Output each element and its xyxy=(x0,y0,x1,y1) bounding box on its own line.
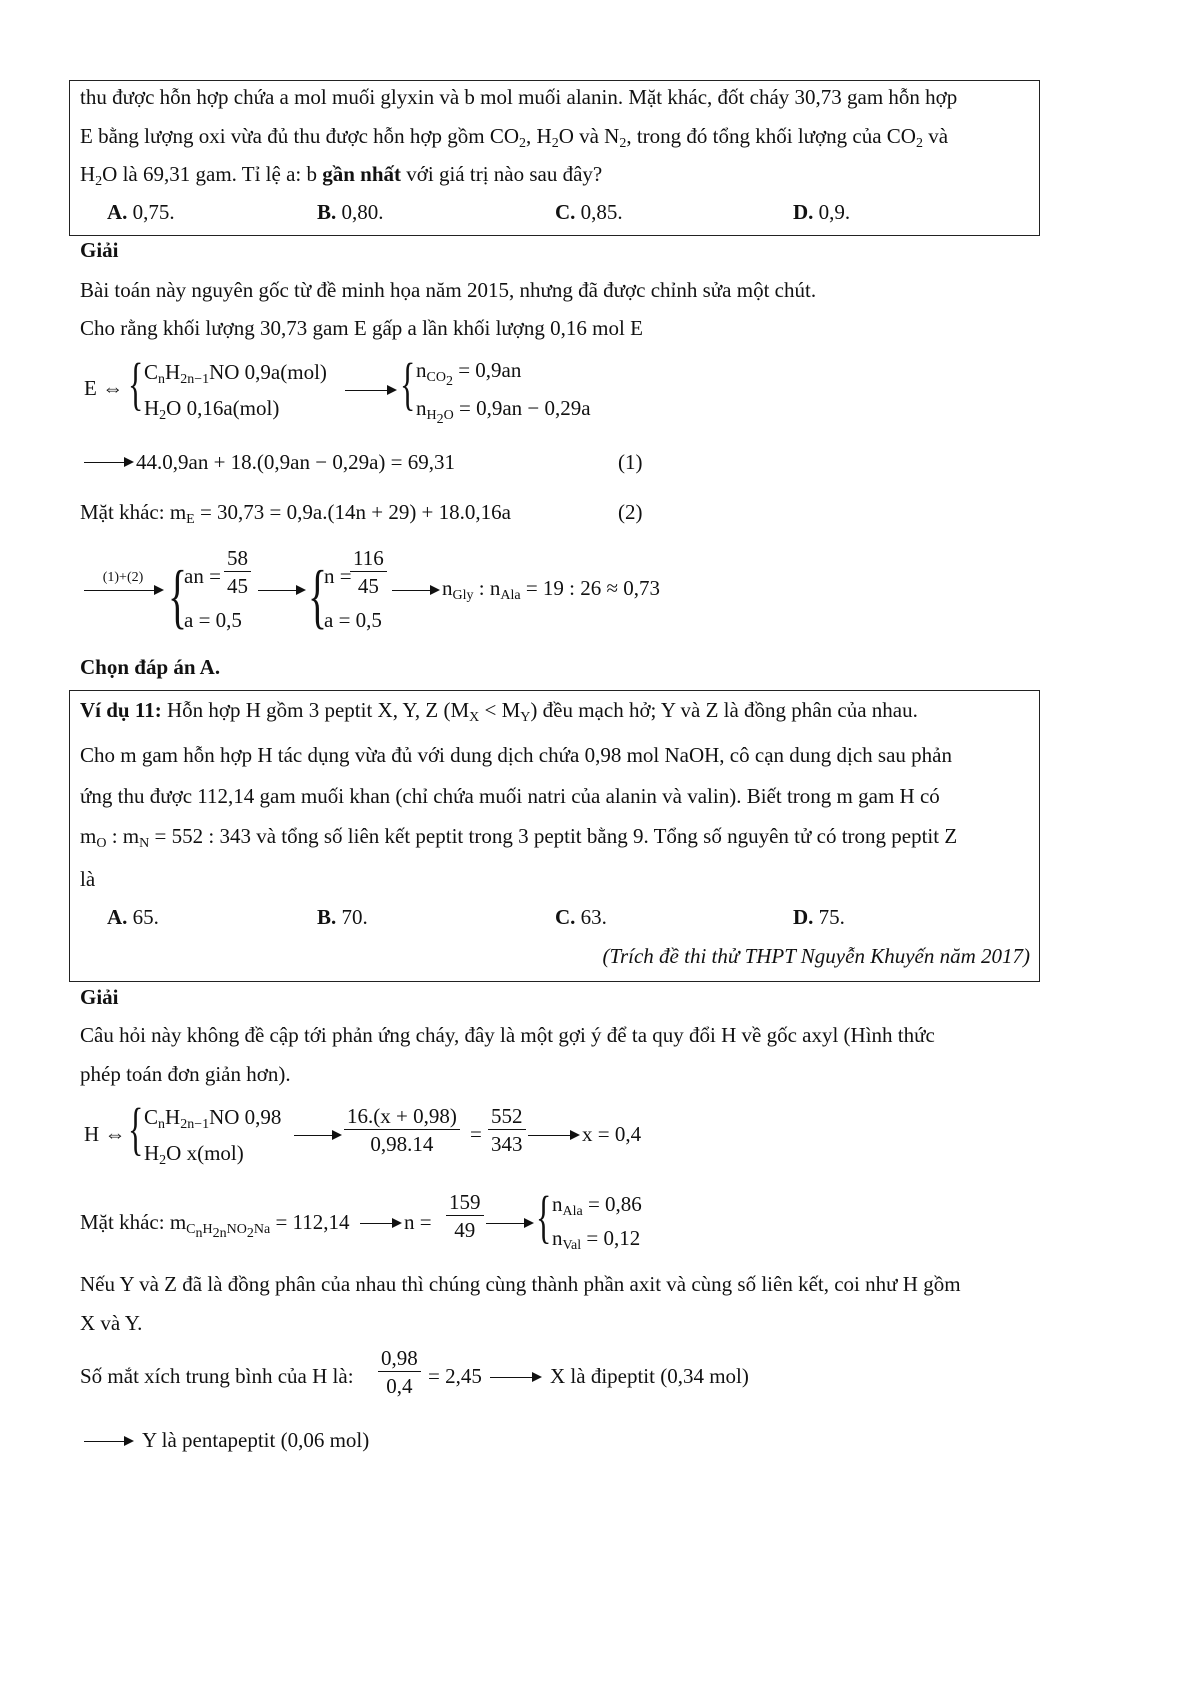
equation-1: 44.0,9an + 18.(0,9an − 0,29a) = 69,31 xyxy=(136,450,455,474)
equation-row: an = xyxy=(184,564,221,588)
fraction: $\frac{58}{45}$ xyxy=(224,548,251,597)
equation-row: $n_{Val} = 0,12$ xyxy=(552,1226,641,1253)
fraction: $\frac{159}{49}$ xyxy=(446,1192,484,1241)
equation-row: $n_{H_2O} = 0,9an - 0,29a$ xyxy=(416,396,591,427)
q11-line-4: $m_O$ : $m_N = 552$ : 343 và tổng số liên kết peptit trong 3 peptit bằng 9. Tổng số nguyên tử có trong peptit Z xyxy=(80,824,958,851)
answer-line: Chọn đáp án A. xyxy=(80,655,221,679)
q11-option-a[interactable]: A. 65. xyxy=(107,905,159,929)
equation-row: = 2,45 xyxy=(428,1364,482,1388)
equation-row: $n_{Ala} = 0,86$ xyxy=(552,1192,642,1219)
fraction: $\frac{116}{45}$ xyxy=(350,548,387,597)
solution-paragraph: X và Y. xyxy=(80,1311,143,1335)
brace: { xyxy=(128,351,144,416)
reaction-arrow xyxy=(294,1135,340,1136)
q11-line-2: Cho m gam hỗn hợp H tác dụng vừa đủ với dung dịch chứa 0,98 mol NaOH, cô cạn dung dịch sau phản xyxy=(80,743,952,767)
equation-row: $C_nH_{2n-1}NO$ 0,9a(mol) xyxy=(144,360,327,387)
q10-option-b[interactable]: B. 0,80. xyxy=(317,200,384,224)
q10-line-3: $H_2O$ là 69,31 gam. Tỉ lệ a: b gần nhất với giá trị nào sau đây? xyxy=(80,162,603,189)
equation-tag: (1) xyxy=(618,450,643,474)
reaction-arrow xyxy=(528,1135,578,1136)
equation-2: Mặt khác: $m_E = 30,73 = 0,9a.(14n + 29) + 18.0,16a$ xyxy=(80,500,511,527)
brace: { xyxy=(168,556,188,636)
equals-sign: = xyxy=(470,1122,482,1146)
equation-mass: Mặt khác: $m_{C_nH_{2n}NO_2Na} = 112,14$ xyxy=(80,1210,350,1241)
brace: { xyxy=(400,351,416,416)
brace: { xyxy=(308,556,328,636)
solution-paragraph: Câu hỏi này không đề cập tới phản ứng cháy, đây là một gợi ý để ta quy đổi H về gốc axyl (Hình thức xyxy=(80,1023,935,1047)
reaction-arrow xyxy=(486,1223,532,1224)
q11-source: (Trích đề thi thử THPT Nguyễn Khuyến năm 2017) xyxy=(602,944,1030,968)
q10-option-d[interactable]: D. 0,9. xyxy=(793,200,851,224)
solution-paragraph: Bài toán này nguyên gốc từ đề minh họa năm 2015, nhưng đã được chỉnh sửa một chút. xyxy=(80,278,817,302)
q10-line-2: E bằng lượng oxi vừa đủ thu được hỗn hợp gồm $CO_2$, $H_2O$ và $N_2$, trong đó tổng khối lượng của $CO_2$ và xyxy=(80,124,949,151)
solution-paragraph: phép toán đơn giản hơn). xyxy=(80,1062,291,1086)
equation-row: a = 0,5 xyxy=(184,608,242,632)
q11-line-1: Ví dụ 11: Hỗn hợp H gồm 3 peptit X, Y, Z $(M_X < M_Y)$ đều mạch hở; Y và Z là đồng phân của nhau. xyxy=(80,698,918,725)
fraction: $\frac{16.(x + 0,98)}{0,98.14}$ xyxy=(344,1106,460,1155)
equation-average: Số mắt xích trung bình của H là: xyxy=(80,1364,354,1388)
solution-heading: Giải xyxy=(80,238,119,262)
fraction: $\frac{552}{343}$ xyxy=(488,1106,526,1155)
reaction-arrow xyxy=(360,1223,400,1224)
q11-option-d[interactable]: D. 75. xyxy=(793,905,845,929)
reaction-arrow xyxy=(258,590,304,591)
equation-result: $n_{Gly}$ : $n_{Ala} = 19$ : 26 ≈ 0,73 xyxy=(442,576,661,603)
fraction: $\frac{0,98}{0,4}$ xyxy=(378,1348,421,1397)
q11-option-b[interactable]: B. 70. xyxy=(317,905,368,929)
brace: { xyxy=(128,1096,144,1161)
q10-option-c[interactable]: C. 0,85. xyxy=(555,200,623,224)
reaction-arrow xyxy=(345,390,395,391)
reaction-arrow xyxy=(490,1377,540,1378)
q10-option-a[interactable]: A. 0,75. xyxy=(107,200,175,224)
equation-row: n = xyxy=(324,564,352,588)
solution-paragraph: Nếu Y và Z đã là đồng phân của nhau thì chúng cùng thành phần axit và cùng số liên kết, coi như H gồm xyxy=(80,1272,961,1296)
solution-paragraph: Y là pentapeptit (0,06 mol) xyxy=(142,1428,370,1452)
equation-row: $n_{CO_2} = 0,9an$ xyxy=(416,358,522,389)
brace: { xyxy=(536,1184,552,1249)
equation-row: n = xyxy=(404,1210,432,1234)
q11-option-c[interactable]: C. 63. xyxy=(555,905,607,929)
q11-line-3: ứng thu được 112,14 gam muối khan (chỉ chứa muối natri của alanin và valin). Biết trong m gam H có xyxy=(80,784,940,808)
reaction-arrow xyxy=(392,590,438,591)
equation-result: X là đipeptit (0,34 mol) xyxy=(550,1364,749,1388)
equation-row: $C_nH_{2n-1}NO$ 0,98 xyxy=(144,1105,282,1132)
equation-row: $H_2O$ 0,16a(mol) xyxy=(144,396,280,423)
equation-tag: (2) xyxy=(618,500,643,524)
equation-row: $H_2O$ x(mol) xyxy=(144,1141,244,1168)
q11-line-5: là xyxy=(80,867,96,891)
reaction-arrow: (1)+(2) xyxy=(84,590,162,591)
reaction-arrow xyxy=(84,1441,132,1442)
solution-paragraph: Cho rằng khối lượng 30,73 gam E gấp a lần khối lượng 0,16 mol E xyxy=(80,316,643,340)
equation-lhs: H ⇔ xyxy=(84,1122,126,1146)
q10-text: thu được hỗn hợp chứa a mol muối glyxin và b mol muối alanin. Mặt khác, đốt cháy 30,73 gam hỗn hợp xyxy=(80,85,958,109)
q10-line-1 xyxy=(80,87,957,108)
reaction-arrow xyxy=(84,462,132,463)
equation-result: x = 0,4 xyxy=(582,1122,642,1146)
equation-lhs: E ⇔ xyxy=(84,376,124,400)
solution-heading: Giải xyxy=(80,985,119,1009)
equation-row: a = 0,5 xyxy=(324,608,382,632)
